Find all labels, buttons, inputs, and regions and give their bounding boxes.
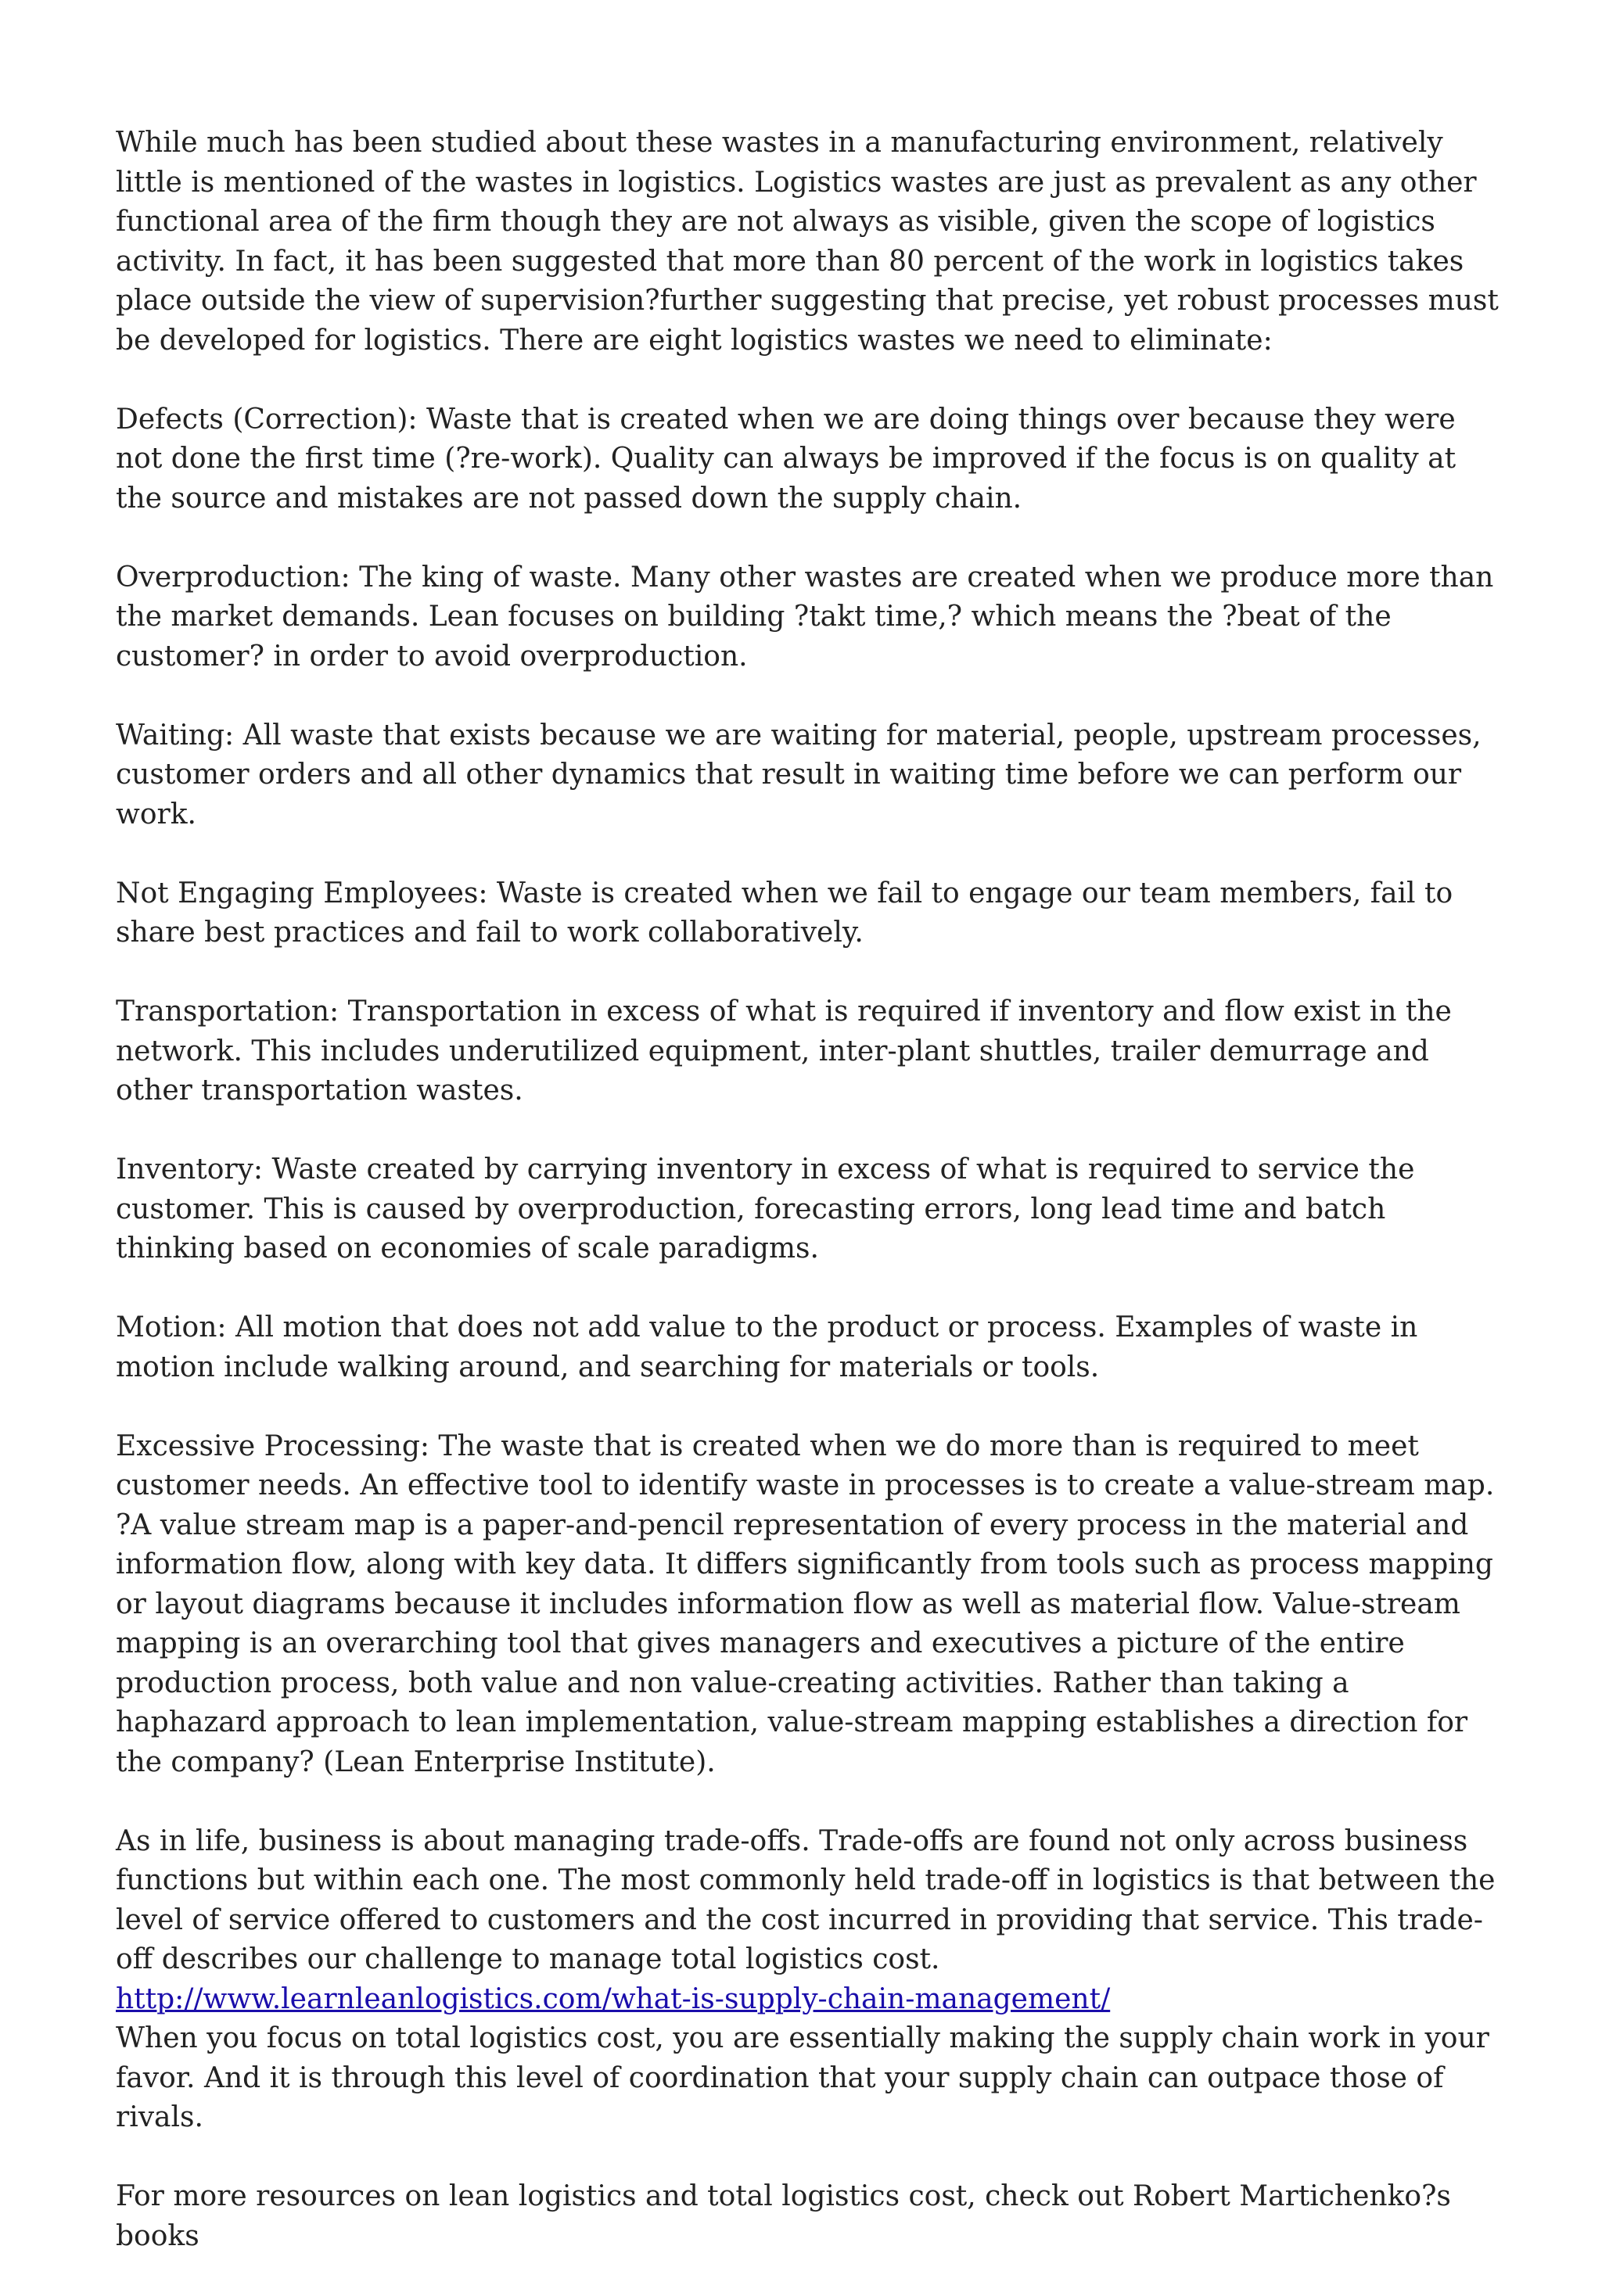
paragraph-defects: Defects (Correction): Waste that is created when we are doing things over because they were not done the first time (?re-work). Quality can always be improved if the focus is on quality at the source and mistakes are not passed down the supply chain.	[116, 403, 1457, 515]
document-body	[116, 124, 1500, 2296]
paragraph-transportation: Transportation: Transportation in excess of what is required if inventory and flow exist in the network. This includes underutilized equipment, inter-plant shuttles, trailer demurrage and other transportation wastes.	[116, 996, 1452, 1107]
paragraph-excessive-processing: Excessive Processing: The waste that is created when we do more than is required to meet customer needs. An effective tool to identify waste in processes is to create a value-stream map. ?A value stream map is a paper-and-pencil representation of every process in the material and information flow, along with key data. It differs significantly from tools such as process mapping or layout diagrams because it includes information flow as well as material flow. Value-stream mapping is an overarching tool that gives managers and executives a picture of the entire production process, both value and non value-creating activities. Rather than taking a haphazard approach to lean implementation, value-stream mapping establishes a direction for the company? (Lean Enterprise Institute).	[116, 1430, 1495, 1778]
paragraph-trade-offs: As in life, business is about managing trade-offs. Trade-offs are found not only across business functions but within each one. The most commonly held trade-off in logistics is that between the level of service offered to customers and the cost incurred in providing that service. This trade-off describes our challenge to manage total logistics cost.	[116, 1824, 1496, 1975]
paragraph-closing: For more resources on lean logistics and total logistics cost, check out Robert Martichenko?s books	[116, 2180, 1451, 2252]
supply-chain-management-link[interactable]: http://www.learnleanlogistics.com/what-is-supply-chain-management/	[116, 1982, 1111, 2015]
paragraph-waiting: Waiting: All waste that exists because we are waiting for material, people, upstream processes, customer orders and all other dynamics that result in waiting time before we can perform our work.	[116, 719, 1482, 831]
paragraph-intro: While much has been studied about these wastes in a manufacturing environment, relatively little is mentioned of the wastes in logistics. Logistics wastes are just as prevalent as any other functional area of the firm though they are not always as visible, given the scope of logistics activity. In fact, it has been suggested that more than 80 percent of the work in logistics takes place outside the view of supervision?further suggesting that precise, yet robust processes must be developed for logistics. There are eight logistics wastes we need to eliminate:	[116, 127, 1499, 357]
paragraph-inventory: Inventory: Waste created by carrying inventory in excess of what is required to service the customer. This is caused by overproduction, forecasting errors, long lead time and batch thinking based on economies of scale paradigms.	[116, 1153, 1415, 1265]
paragraph-not-engaging-employees: Not Engaging Employees: Waste is created when we fail to engage our team members, fail to share best practices and fail to work collaboratively.	[116, 877, 1453, 949]
paragraph-overproduction: Overproduction: The king of waste. Many other wastes are created when we produce more than the market demands. Lean focuses on building ?takt time,? which means the ?beat of the customer? in order to avoid overproduction.	[116, 561, 1494, 673]
link-line	[116, 1980, 1500, 2020]
paragraph-total-logistics-cost: When you focus on total logistics cost, you are essentially making the supply chain work in your favor. And it is through this level of coordination that your supply chain can outpace those of rivals.	[116, 2022, 1489, 2133]
paragraph-motion: Motion: All motion that does not add value to the product or process. Examples of waste in motion include walking around, and searching for materials or tools.	[116, 1311, 1418, 1383]
